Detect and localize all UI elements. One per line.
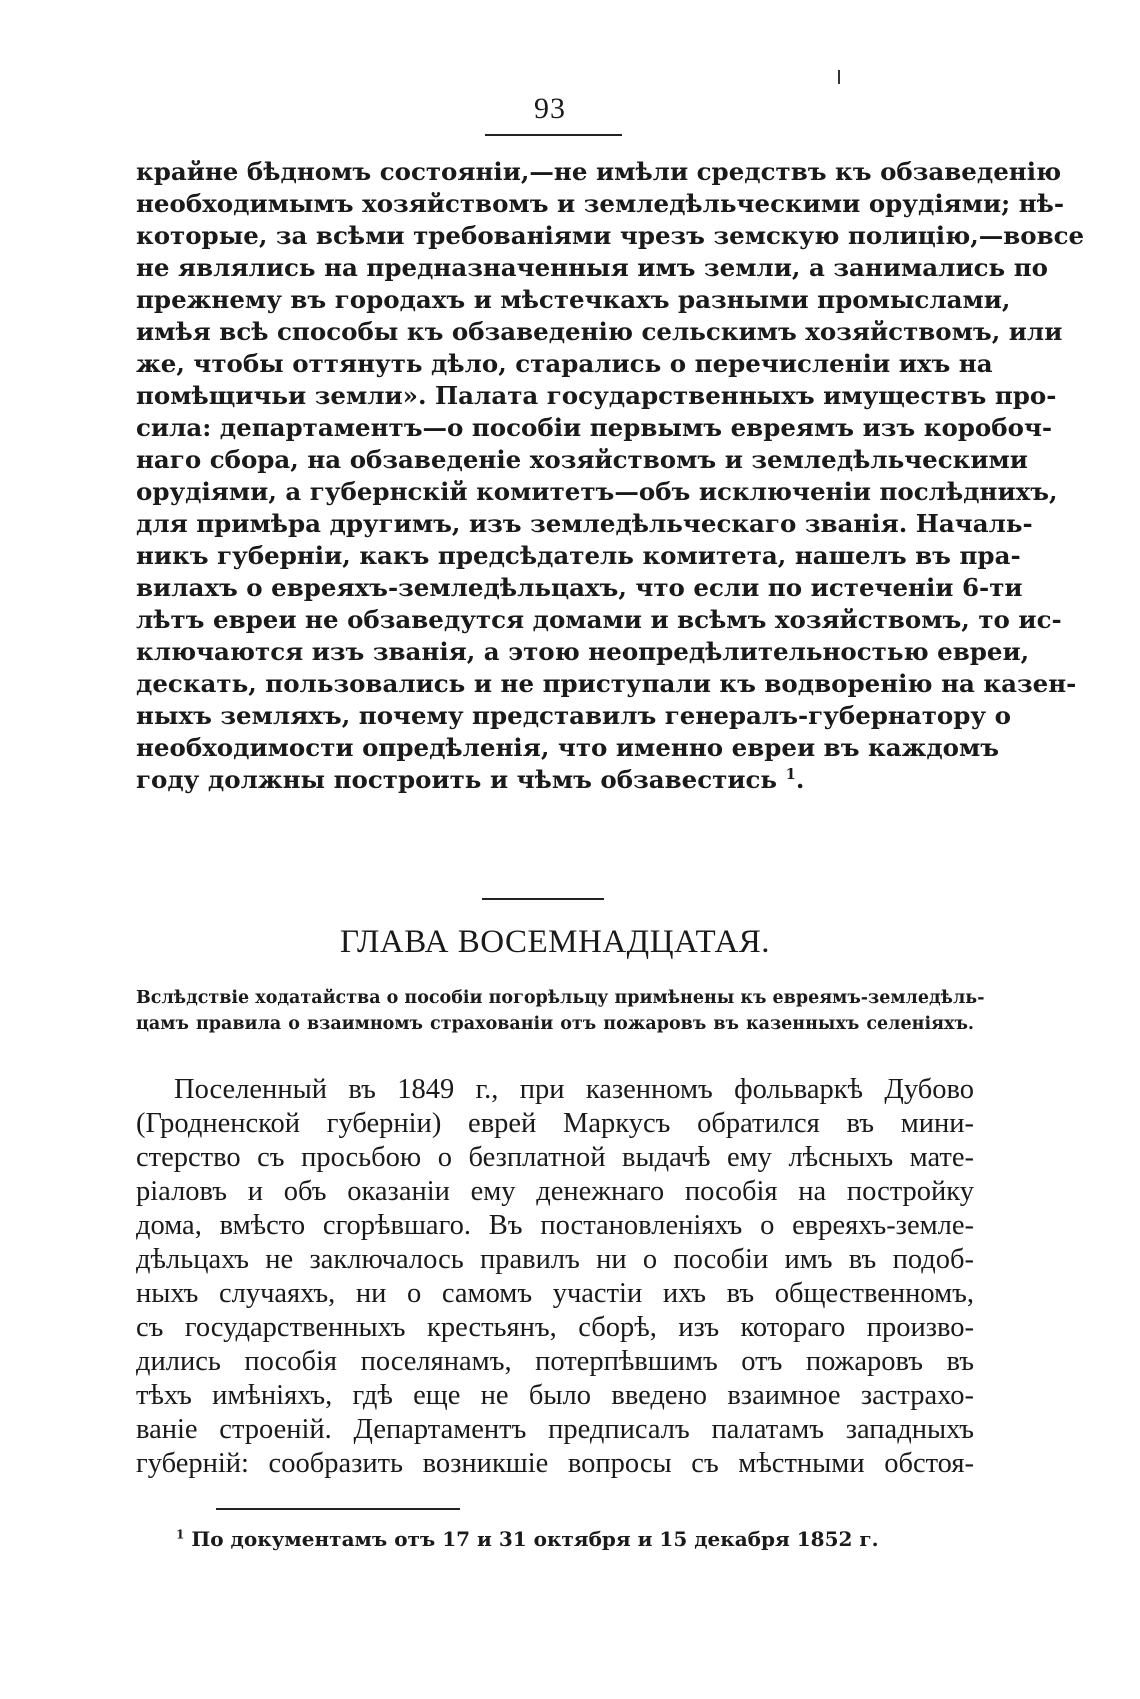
text-line: помѣщичьи земли». Палата государственныхъ имуществъ про-: [136, 381, 1057, 410]
footnote-text: По документамъ отъ 17 и 31 октября и 15 декабря 1852 г.: [191, 1527, 879, 1551]
text-line: дѣльцахъ не заключалось правилъ ни о пособіи имъ въ подоб-: [136, 1244, 974, 1275]
text-line-content: году должны построить и чѣмъ обзавестись: [136, 765, 778, 794]
chapter-title: ГЛАВА ВОСЕМНАДЦАТАЯ.: [339, 924, 771, 960]
text-line: для примѣра другимъ, изъ земледѣльческаго званія. Началь-: [136, 509, 1033, 538]
text-line: стерство съ просьбою о безплатной выдачѣ ему лѣсныхъ мате-: [136, 1142, 974, 1173]
text-line: ныхъ земляхъ, почему представилъ генералъ-губернатору о: [136, 701, 1011, 730]
text-line: необходимымъ хозяйствомъ и земледѣльческими орудіями; нѣ-: [136, 189, 1065, 218]
footnote-rule: [216, 1508, 460, 1510]
text-line: дескать, пользовались и не приступали къ водворенію на казен-: [136, 669, 1077, 698]
text-line: прежнему въ городахъ и мѣстечкахъ разными промыслами,: [136, 285, 1011, 314]
scan-mark: [838, 70, 840, 84]
text-line: лѣтъ евреи не обзаведутся домами и всѣмъ хозяйствомъ, то ис-: [136, 605, 1062, 634]
text-line: дома, вмѣсто сгорѣвшаго. Въ постановленіяхъ о евреяхъ-земле-: [136, 1210, 974, 1241]
page-number-rule: [485, 134, 622, 136]
subtitle-line: цамъ правила о взаимномъ страхованіи отъ пожаровъ въ казенныхъ селеніяхъ.: [136, 1014, 974, 1034]
footnote-reference[interactable]: 1: [785, 765, 796, 783]
text-line: которые, за всѣми требованіями чрезъ земскую полицію,—вовсе: [136, 221, 1085, 250]
chapter-separator-rule: [482, 898, 604, 900]
sentence-end: .: [795, 765, 805, 794]
text-line: никъ губерніи, какъ предсѣдатель комитета, нашелъ въ пра-: [136, 541, 1021, 570]
text-line: съ государственныхъ крестьянъ, сборѣ, изъ котораго произво-: [136, 1312, 974, 1343]
text-line-last: [136, 762, 974, 798]
text-line: имѣя всѣ способы къ обзаведенію сельскимъ хозяйствомъ, или: [136, 317, 1063, 346]
text-line: дились пособія поселянамъ, потерпѣвшимъ отъ пожаровъ въ: [136, 1346, 974, 1377]
text-line: не являлись на предназначенныя имъ земли, а занимались по: [136, 253, 1048, 282]
text-line: губерній: сообразить возникшіе вопросы съ мѣстными обстоя-: [136, 1448, 974, 1479]
text-line: же, чтобы оттянуть дѣло, старались о перечисленіи ихъ на: [136, 349, 993, 378]
subtitle-line: Вслѣдствіе ходатайства о пособіи погорѣльцу примѣнены къ евреямъ-земледѣль-: [136, 988, 985, 1008]
text-line: крайне бѣдномъ состояніи,—не имѣли средствъ къ обзаведенію: [136, 157, 1062, 186]
footnote: [176, 1524, 956, 1554]
text-line: наго сбора, на обзаведеніе хозяйствомъ и земледѣльческими: [136, 445, 1028, 474]
text-line: ныхъ случаяхъ, ни о самомъ участіи ихъ въ общественномъ,: [136, 1278, 974, 1309]
text-line: ріаловъ и объ оказаніи ему денежнаго пособія на постройку: [136, 1176, 974, 1207]
text-line: ваніе строеній. Департаментъ предписалъ палатамъ западныхъ: [136, 1414, 974, 1445]
text-line: орудіями, а губернскій комитетъ—объ исключеніи послѣднихъ,: [136, 477, 1058, 506]
text-line: сила: департаментъ—о пособіи первымъ евреямъ изъ коробоч-: [136, 413, 1053, 442]
text-line: (Гродненской губерніи) еврей Маркусъ обратился въ мини-: [136, 1108, 974, 1139]
text-line: тѣхъ имѣніяхъ, гдѣ еще не было введено взаимное застрахо-: [136, 1380, 974, 1411]
text-line: Поселенный въ 1849 г., при казенномъ фольваркѣ Дубово: [174, 1074, 974, 1105]
text-line: вилахъ о евреяхъ-земледѣльцахъ, что если по истеченіи 6-ти: [136, 573, 1023, 602]
footnote-marker: 1: [176, 1527, 185, 1542]
page-number: 93: [534, 92, 566, 125]
text-line: ключаются изъ званія, а этою неопредѣлительностью евреи,: [136, 637, 1030, 666]
text-line: необходимости опредѣленія, что именно евреи въ каждомъ: [136, 733, 1000, 762]
